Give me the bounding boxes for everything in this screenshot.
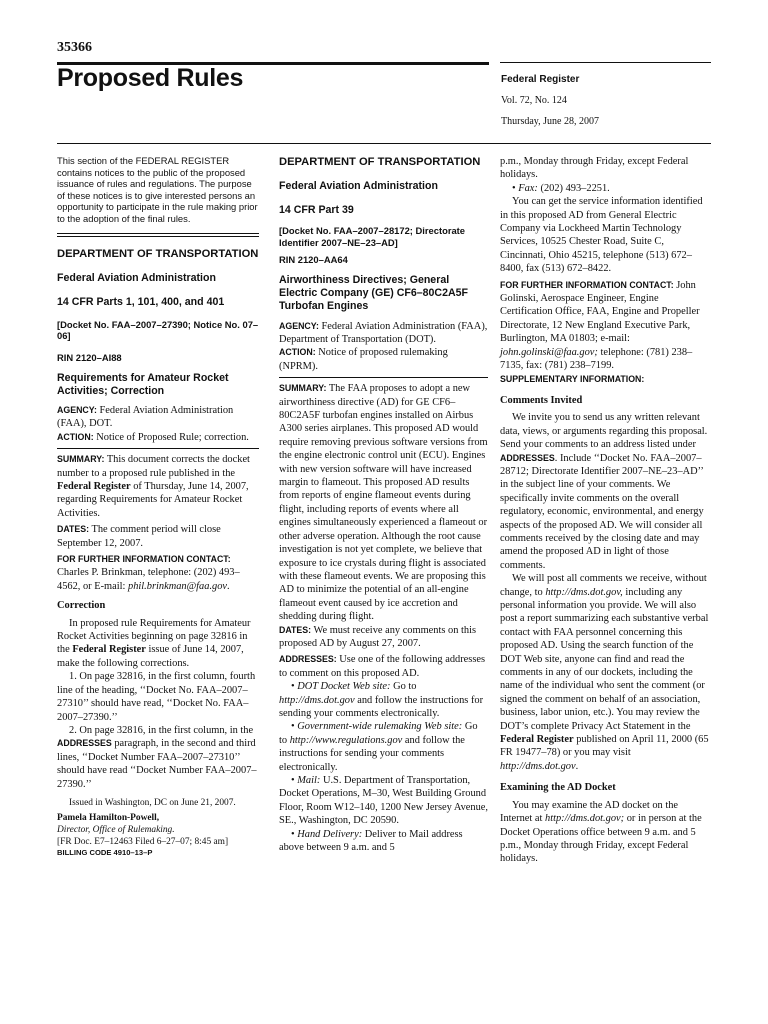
dates-paragraph: DATES: The comment period will close September 12, 2007. (57, 524, 221, 549)
docket-url-link[interactable]: http://dms.dot.gov (279, 694, 355, 706)
examining-heading: Examining the AD Docket (500, 782, 616, 794)
contact-email: john.golinski@faa.gov; (500, 346, 598, 358)
comments-heading: Comments Invited (500, 394, 583, 406)
volume-number: Vol. 72, No. 124 (501, 95, 567, 106)
correction-paragraph-3: 2. On page 32816, in the first column, in the ADDRESSES paragraph, in the second and third lines, ‘‘Docket Number FAA–2007–27310’’ should have read ‘‘Docket Number FAA–2007–27390.’’ (57, 724, 257, 790)
header-rule-right (500, 62, 711, 63)
column-3 (500, 155, 711, 866)
correction-paragraph-2: 1. On page 32816, in the first column, fourth line of the heading, ‘‘Docket No. FAA–2007–27310’’ should have read, ‘‘Docket No. FAA–2007–27390.’’ (57, 671, 256, 723)
action-paragraph: ACTION: Notice of Proposed Rule; correction. (57, 431, 249, 443)
billing-code: BILLING CODE 4910–13–P (57, 847, 153, 857)
publication-date: Thursday, June 28, 2007 (501, 116, 599, 127)
examining-paragraph: You may examine the AD docket on the Internet at http://dms.dot.gov; or in person at the Docket Operations office between 9 a.m. and 5 p.m., Monday through Friday, except Federal holidays. (500, 799, 702, 865)
address-bullet-mail: • Mail: U.S. Department of Transportation, Docket Operations, M–30, West Building Ground Floor, Room W12–140, 1200 New Jersey Avenue, SE., Washington, DC 20590. (279, 775, 489, 827)
address-bullet-regulations: • Government-wide rulemaking Web site: Go to http://www.regulations.gov and follow the instructions for sending your comments electronically. (279, 721, 478, 773)
cfr-heading: 14 CFR Parts 1, 101, 400, and 401 (57, 295, 225, 308)
regulations-url-link[interactable]: http://www.regulations.gov (289, 734, 403, 746)
action-paragraph: ACTION: Notice of proposed rulemaking (NPRM). (279, 347, 448, 372)
signer-title: Director, Office of Rulemaking. (57, 824, 175, 835)
dms-url-link[interactable]: http://dms.dot.gov, (545, 586, 623, 598)
fr-doc-line: [FR Doc. E7–12463 Filed 6–27–07; 8:45 am] (57, 836, 229, 847)
docket-heading: [Docket No. FAA–2007–27390; Notice No. 07–06] (57, 318, 259, 342)
section-rule (57, 448, 259, 449)
correction-heading: Correction (57, 600, 106, 612)
correction-paragraph-1: In proposed rule Requirements for Amateur Rocket Activities beginning on page 32816 in the Federal Register issue of June 14, 2007, make the following corrections. (57, 617, 251, 669)
dms-url-link-2[interactable]: http://dms.dot.gov (500, 760, 576, 772)
agency-paragraph: AGENCY: Federal Aviation Administration (FAA), DOT. (57, 404, 234, 430)
comments-paragraph-2: We will post all comments we receive, without change, to http://dms.dot.gov, including any personal information you provide. We will also post a report summarizing each substantive verbal contact with FAA personnel concerning this proposed AD. Using the search function of the DOT Web site, anyone can find and read the comments in any of our dockets, including the name of the individual who sent the comment (or signed the comment on behalf of an association, business, labor union, etc.). You may review the DOT’s complete Privacy Act Statement in the Federal Register published on April 11, 2000 (65 FR 19477–78) or you may visit http://dms.dot.gov. (500, 573, 709, 772)
supplementary-label: SUPPLEMENTARY INFORMATION: (500, 373, 645, 384)
agency-paragraph: AGENCY: Federal Aviation Administration (FAA), Department of Transportation (DOT). (279, 320, 488, 346)
section-rule (279, 377, 488, 378)
title-rule (57, 143, 711, 144)
contact-email: phil.brinkman@faa.gov (128, 580, 228, 592)
address-bullet-web: • DOT Docket Web site: Go to http://dms.dot.gov and follow the instructions for sending your comments electronically. (279, 681, 484, 719)
rin-heading: RIN 2120–AI88 (57, 351, 122, 363)
address-bullet-fax: • Fax: (202) 493–2251. (512, 182, 610, 194)
agency-heading: Federal Aviation Administration (57, 271, 216, 284)
preamble-notice: This section of the FEDERAL REGISTER contains notices to the public of the proposed issuance of rules and regulations. The purpose of these notices is to give interested persons an opportunity to participate in the rule making prior to the adoption of the final rules. (57, 155, 258, 224)
rin-heading: RIN 2120–AA64 (279, 254, 348, 265)
service-info-paragraph: You can get the service information identified in this proposed AD from General Electric Company via Lockheed Martin Technology Services, 10525 Chester Road, Suite C, Cincinnati, Ohio 45215, telephone (513) 672–8400, fax (513) 672–8422. (500, 196, 703, 275)
signer-name: Pamela Hamilton-Powell, (57, 812, 160, 823)
comments-paragraph-1: We invite you to send us any written relevant data, views, or arguments regarding this proposal. Send your comments to an address listed under ADDRESSES. Include ‘‘Docket No. FAA–2007–28712; Directorate Identifier 2007–NE–23–AD’’ in the subject line of your comments. We specifically invite comments on the overall regulatory, economic, environmental, and energy aspects of the proposed AD. We will consider all comments received by the closing date and may amend the proposed AD in light of those comments. (500, 412, 708, 571)
issued-line: Issued in Washington, DC on June 21, 2007. (69, 797, 236, 808)
docket-heading: [Docket No. FAA–2007–28172; Directorate Identifier 2007–NE–23–AD] (279, 225, 466, 248)
summary-paragraph: SUMMARY: This document corrects the docket number to a proposed rule published in the Federal Register of Thursday, June 14, 2007, regarding Requirements for Amateur Rocket Activities. (57, 454, 250, 519)
summary-paragraph: SUMMARY: The FAA proposes to adopt a new airworthiness directive (AD) for GE CF6–80C2A5F turbofan engines installed on Airbus A300 series airplanes. This proposed AD would require removing previous software versions from the engine electronic control unit (ECU). Engines with new version software will have increased margin to flameout. This proposed AD results from reports of engine flameout events during flight, including reports of events where all engines simultaneously experienced a flameout or other adverse operation. Although the root cause investigation is not yet complete, we believe that exposure to ice crystals during flight is associated with these flameout events. We are proposing this AD to minimize the potential of an all-engine flameout event caused by ice accretion and shedding during flight. (279, 383, 488, 623)
continued-paragraph: p.m., Monday through Friday, except Federal holidays. (500, 156, 689, 181)
department-heading: DEPARTMENT OF TRANSPORTATION (57, 247, 259, 260)
cfr-heading: 14 CFR Part 39 (279, 204, 354, 216)
double-rule (57, 233, 259, 237)
subject-heading: Requirements for Amateur Rocket Activities; Correction (57, 371, 229, 397)
section-title: Proposed Rules (57, 64, 244, 92)
publication-name: Federal Register (501, 74, 580, 85)
address-bullet-hand-delivery: • Hand Delivery: Deliver to Mail address above between 9 a.m. and 5 (279, 828, 463, 854)
department-heading: DEPARTMENT OF TRANSPORTATION (279, 156, 481, 168)
subject-heading: Airworthiness Directives; General Electric Company (GE) CF6–80C2A5F Turbofan Engines (279, 274, 468, 313)
addresses-paragraph: ADDRESSES: Use one of the following addresses to comment on this proposed AD. (279, 654, 486, 679)
dates-paragraph: DATES: We must receive any comments on this proposed AD by August 27, 2007. (279, 624, 477, 649)
agency-heading: Federal Aviation Administration (279, 180, 438, 192)
page-number: 35366 (57, 40, 92, 55)
column-2 (279, 155, 488, 854)
contact-paragraph: FOR FURTHER INFORMATION CONTACT: Charles P. Brinkman, telephone: (202) 493–4562, or E-mail: phil.brinkman@faa.gov. (57, 554, 240, 592)
docket-url-link[interactable]: http://dms.dot.gov; (545, 813, 625, 825)
contact-paragraph: FOR FURTHER INFORMATION CONTACT: John Golinski, Aerospace Engineer, Engine Certification Office, FAA, Engine and Propeller Directorate, 12 New England Executive Park, Burlington, MA 01803; e-mail: john.golinski@faa.gov; telephone: (781) 238–7135, fax: (781) 238–7199. (500, 279, 700, 372)
column-1 (57, 155, 259, 858)
